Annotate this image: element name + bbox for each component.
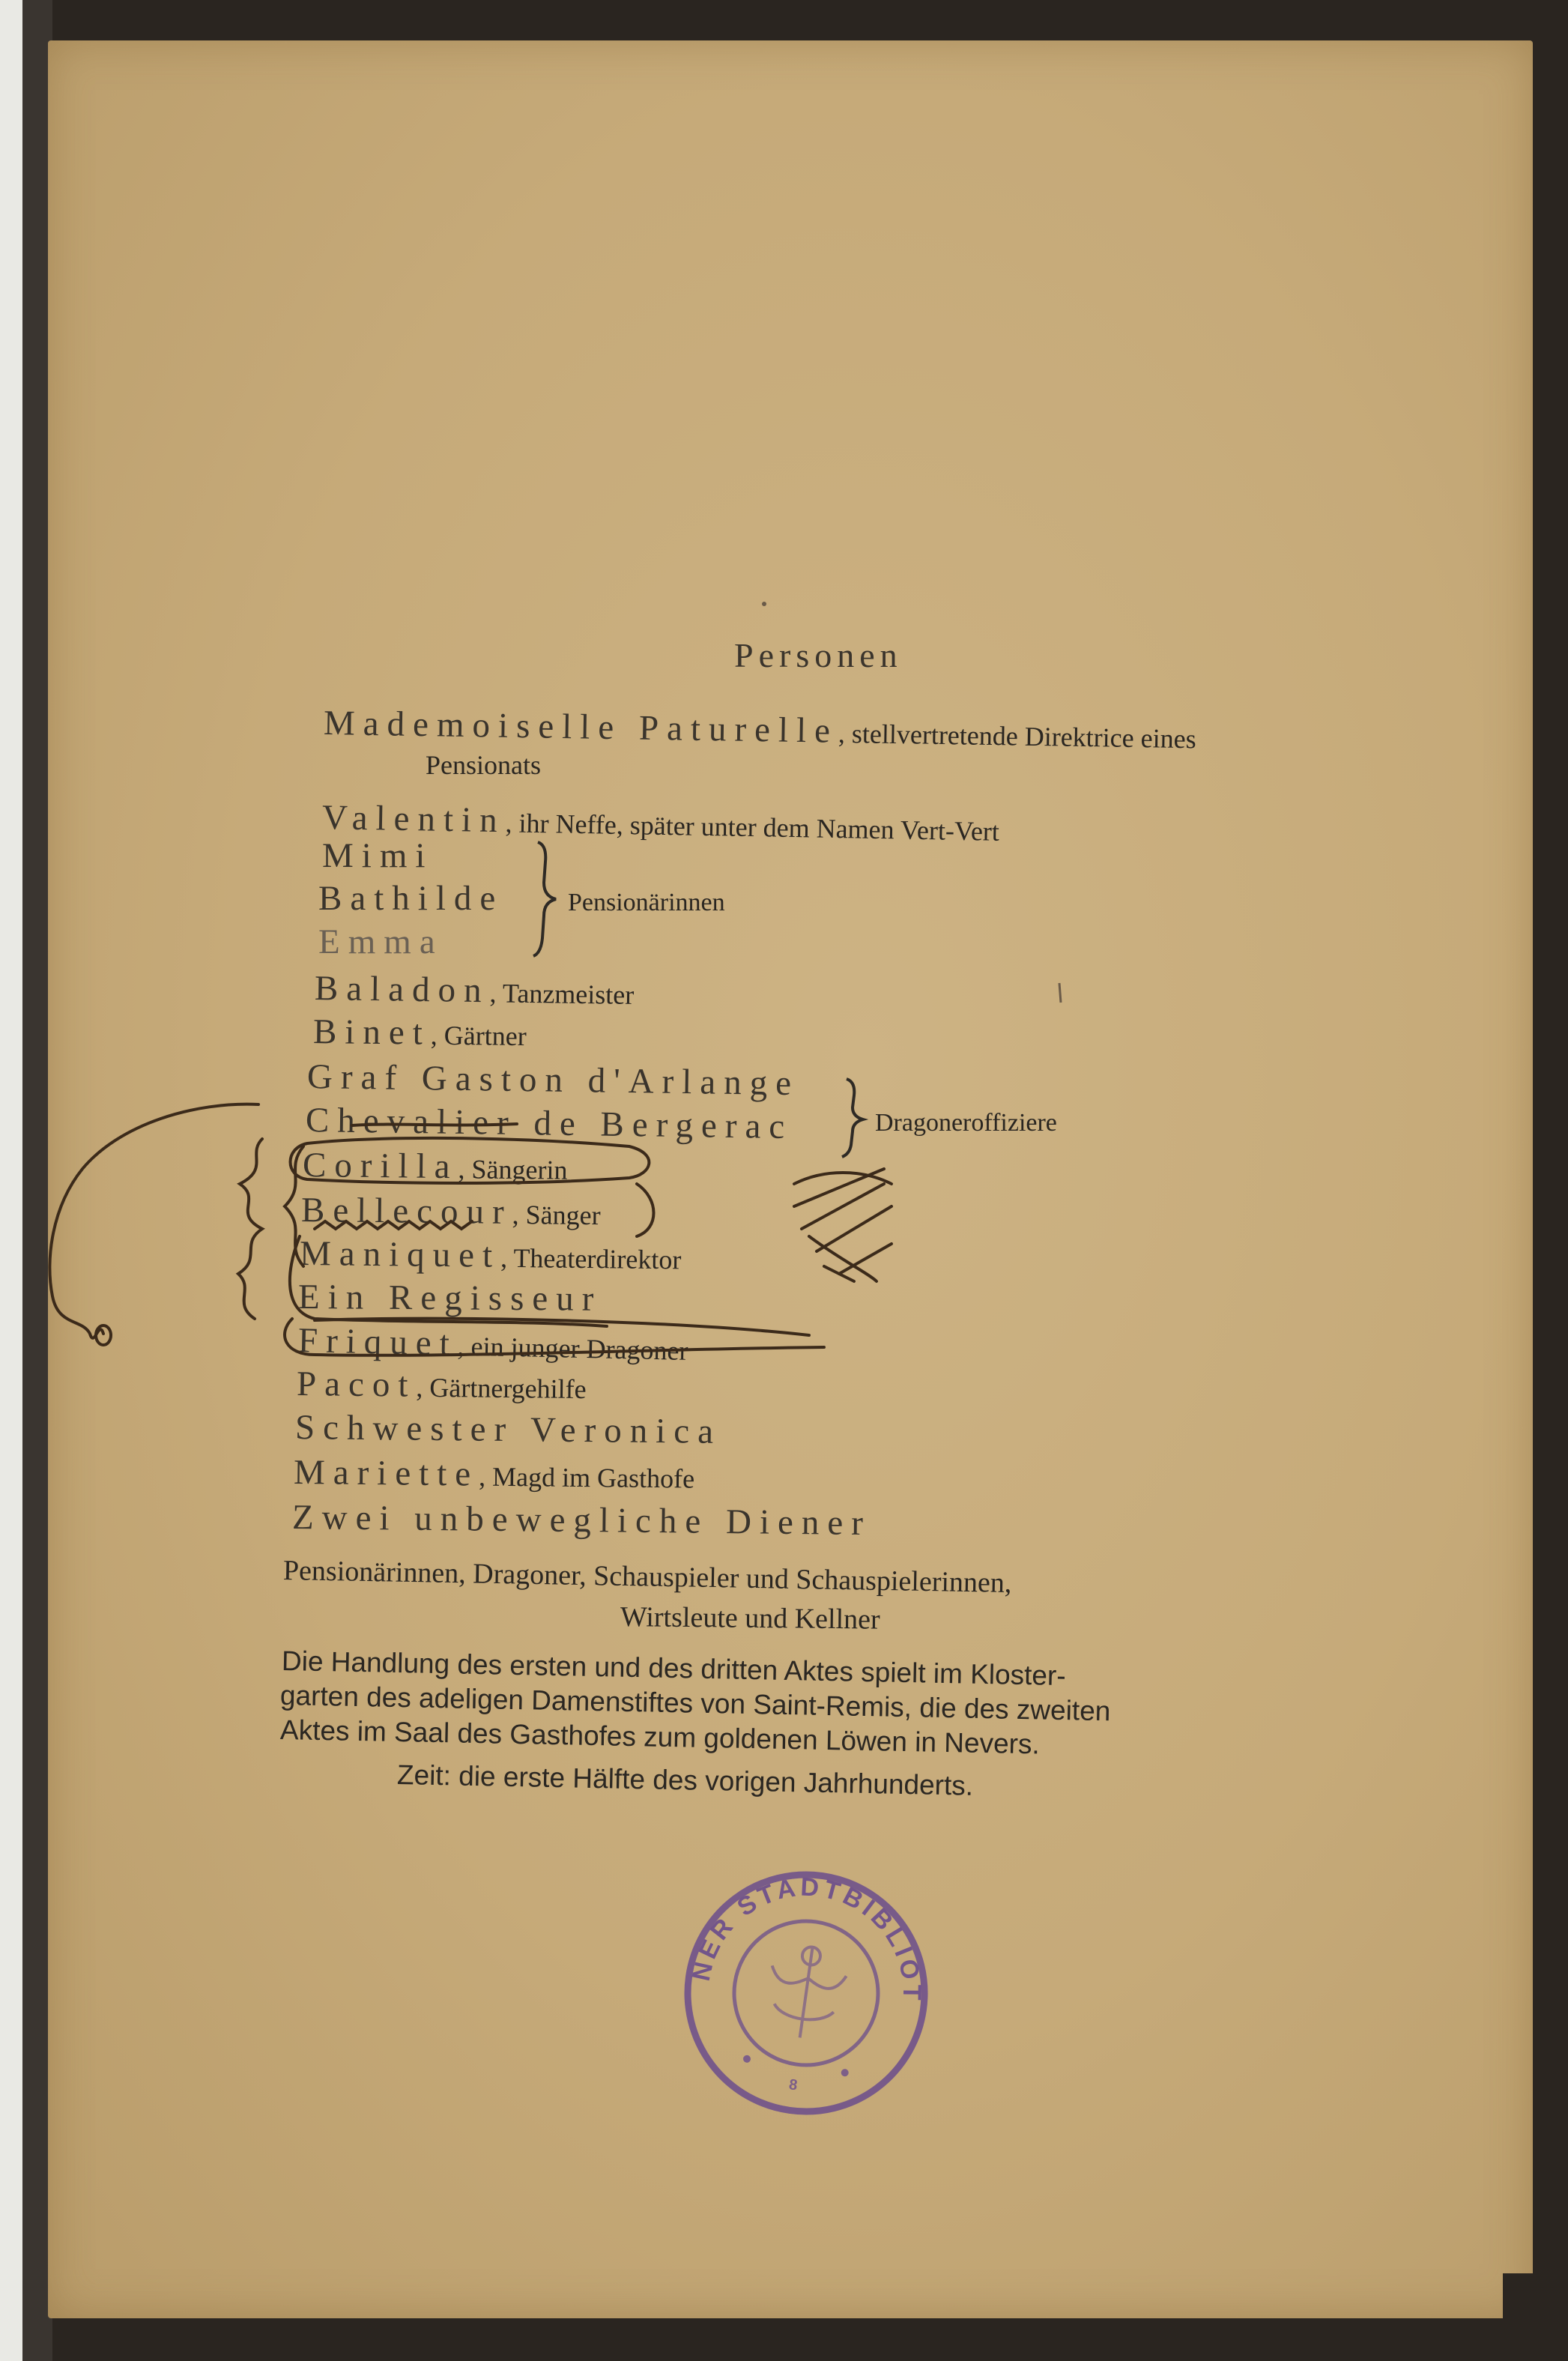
cast-desc: , stellvertretende Direktrice eines [838,718,1196,755]
eagle-emblem [763,1942,850,2043]
brace-pensionaerinnen [533,842,556,956]
cast-line-zwei-diener: Zwei unbewegliche Diener [291,1498,872,1544]
cast-name: Pacot [296,1364,417,1405]
cast-line-pensionats: Pensionats [426,750,542,780]
page-title: Personen [734,636,903,674]
cast-line-mimi: Mimi [322,836,434,875]
cast-name: Mariette [293,1453,479,1494]
setting-line-3: Aktes im Saal des Gasthofes zum goldenen Löwen in Nevers. [279,1714,1041,1760]
brace-dragoneroffiziere [842,1079,863,1157]
cast-name: Friquet [297,1321,458,1364]
cast-desc: , Gärtner [430,1020,527,1051]
cast-name: Bellecour [300,1191,512,1232]
svg-text:8: 8 [787,2076,799,2094]
cast-line-veronica: Schwester Veronica [294,1408,722,1451]
cast-line-emma: Emma [318,922,444,961]
setting-line-2: garten des adeligen Damenstiftes von Saint-Remis, die des zweiten [279,1680,1111,1727]
setting-line-4: Zeit: die erste Hälfte des vorigen Jahrhunderts. [396,1759,974,1801]
cast-desc: , Sänger [512,1199,601,1231]
cast-line-graf-gaston: Graf Gaston d'Arlange [306,1057,800,1104]
ensemble-line-1: Pensionärinnen, Dragoner, Schauspieler und Schauspielerinnen, [282,1555,1012,1599]
cast-line-bathilde: Bathilde [318,879,504,918]
cast-line-chevalier: Chevalier de Bergerac [305,1101,793,1147]
cast-name: Baladon [314,969,490,1011]
cast-name: Mademoiselle Paturelle [323,704,839,751]
cast-desc: , Theaterdirektor [500,1242,682,1275]
cast-name: Corilla [302,1146,458,1187]
cast-desc: , Magd im Gasthofe [478,1461,695,1494]
group-label-dragoneroffiziere: Dragoneroffiziere [875,1109,1057,1137]
cast-desc: , ein junger Dragoner [457,1331,688,1366]
cast-desc: , Sängerin [458,1154,568,1185]
cast-desc: , ihr Neffe, später unter dem Namen Vert-Vert [505,808,1000,847]
speck-mark [762,602,766,606]
cast-name: Binet [312,1012,432,1053]
setting-line-1: Die Handlung des ersten und des dritten Aktes spielt im Kloster- [281,1645,1067,1692]
cast-name: Maniquet [299,1234,501,1275]
cast-desc: , Gärtnergehilfe [416,1372,587,1405]
ensemble-line-2: Wirtsleute und Kellner [620,1601,880,1636]
cast-name: Valentin [321,798,506,841]
group-label-pensionaerinnen: Pensionärinnen [568,889,725,916]
cast-desc: , Tanzmeister [489,978,635,1010]
tick-mark [1059,983,1061,1003]
handwritten-annotations [49,1104,892,1355]
cast-line-regisseur: Ein Regisseur [297,1278,602,1319]
stamp-text: WIENER STADTBIBLIOTHEK [686,1872,927,2004]
